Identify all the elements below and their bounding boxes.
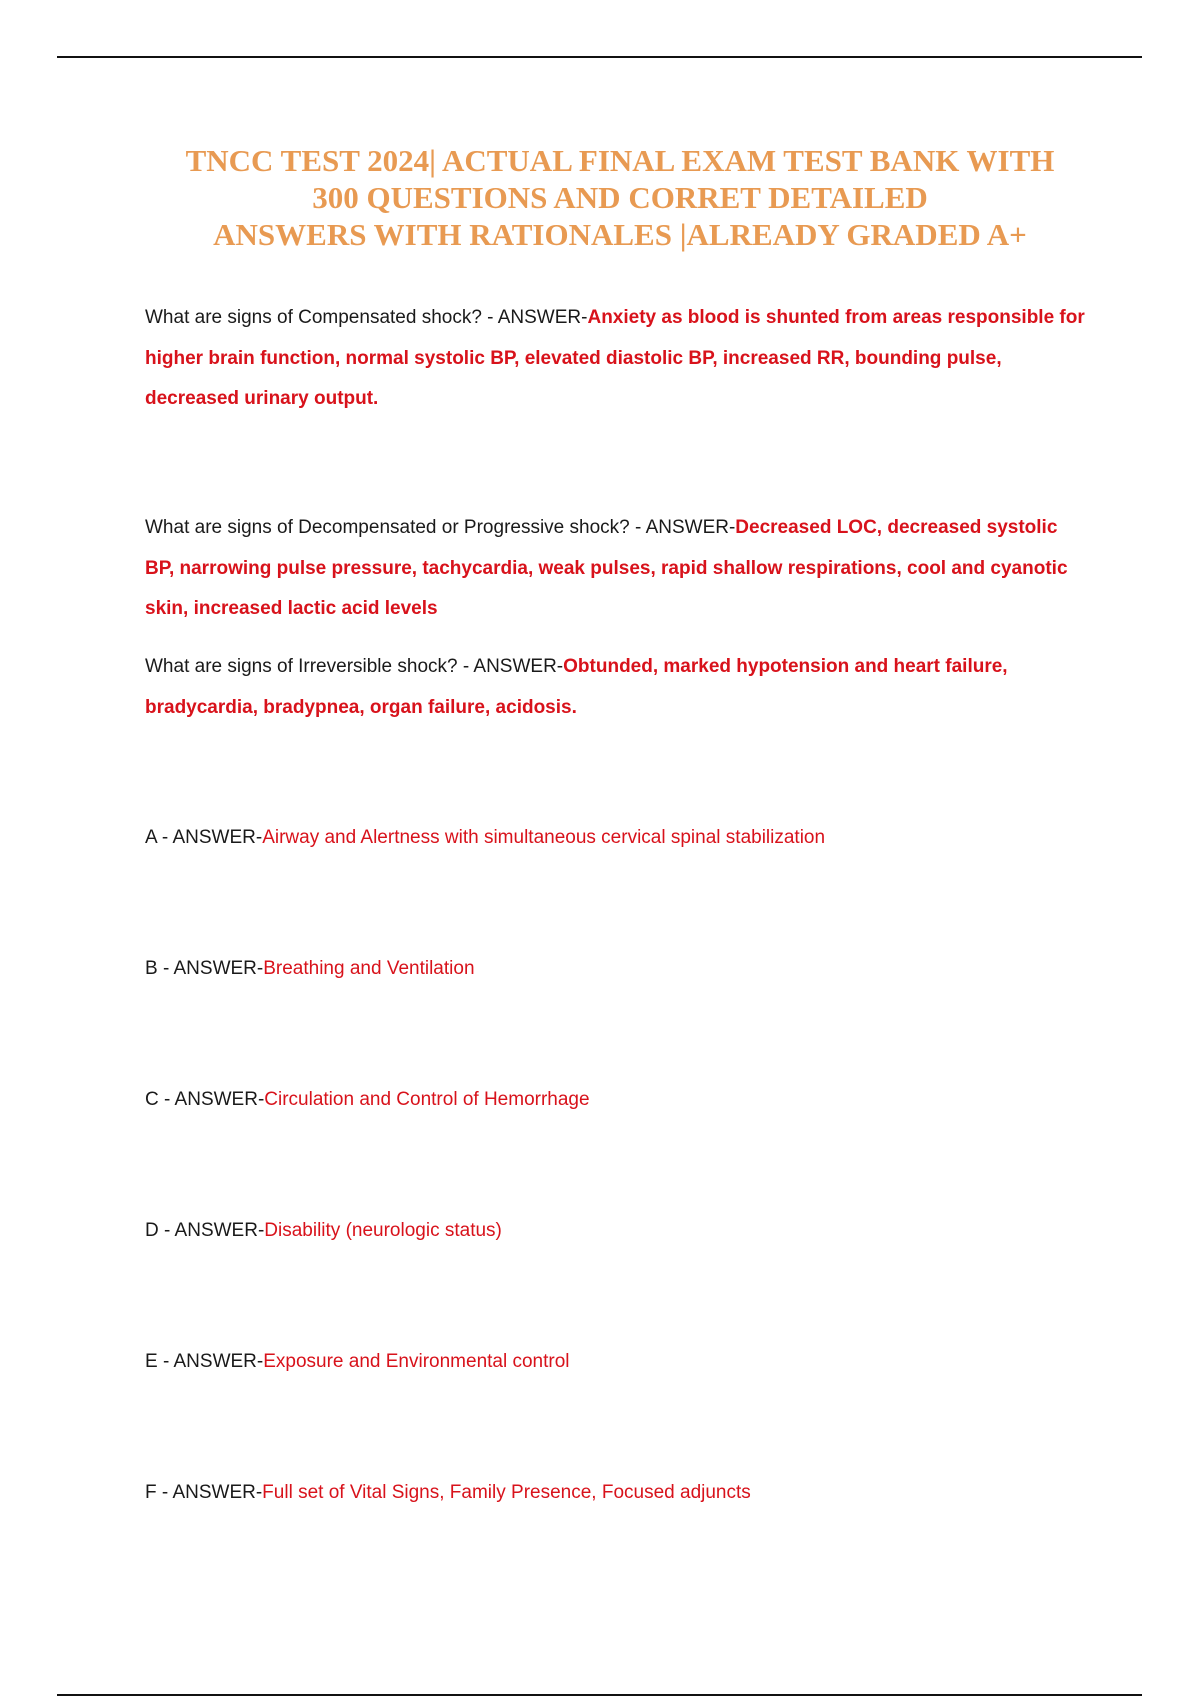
answer-text: Anxiety as blood is shunted from areas responsible for higher brain function, normal systolic BP, elevated diastolic BP, increased RR, bounding pulse, decreased urinary output. bbox=[145, 307, 1085, 409]
top-divider bbox=[57, 56, 1142, 58]
question-text: What are signs of Irreversible shock? - ANSWER- bbox=[145, 656, 564, 677]
mnemonic-d bbox=[145, 1211, 1085, 1252]
answer-text: Airway and Alertness with simultaneous cervical spinal stabilization bbox=[262, 827, 826, 848]
title-line-2: 300 QUESTIONS AND CORRET DETAILED bbox=[312, 180, 928, 215]
answer-text: Disability (neurologic status) bbox=[264, 1220, 502, 1241]
answer-text: Breathing and Ventilation bbox=[263, 958, 475, 979]
letter-label: D - ANSWER- bbox=[145, 1220, 265, 1241]
mnemonic-b bbox=[145, 949, 1085, 990]
letter-label: C - ANSWER- bbox=[145, 1089, 265, 1110]
mnemonic-c bbox=[145, 1080, 1085, 1121]
answer-text: Obtunded, marked hypotension and heart failure, bradycardia, bradypnea, organ failure, acidosis. bbox=[145, 656, 1008, 718]
document-title bbox=[120, 142, 1120, 253]
mnemonic-e bbox=[145, 1342, 1085, 1383]
mnemonic-a bbox=[145, 818, 1085, 859]
letter-label: B - ANSWER- bbox=[145, 958, 264, 979]
answer-text: Decreased LOC, decreased systolic BP, narrowing pulse pressure, tachycardia, weak pulses, rapid shallow respirations, cool and cyanotic skin, increased lactic acid levels bbox=[145, 517, 1068, 619]
answer-text: Exposure and Environmental control bbox=[263, 1351, 570, 1372]
title-line-3: ANSWERS WITH RATIONALES |ALREADY GRADED A+ bbox=[213, 217, 1027, 252]
letter-label: A - ANSWER- bbox=[145, 827, 263, 848]
letter-label: E - ANSWER- bbox=[145, 1351, 264, 1372]
question-text: What are signs of Compensated shock? - ANSWER- bbox=[145, 307, 588, 328]
title-line-1: TNCC TEST 2024| ACTUAL FINAL EXAM TEST BANK WITH bbox=[185, 143, 1055, 178]
answer-text: Full set of Vital Signs, Family Presence, Focused adjuncts bbox=[262, 1482, 751, 1503]
question-compensated-shock bbox=[145, 298, 1085, 420]
mnemonic-f bbox=[145, 1473, 1085, 1514]
question-text: What are signs of Decompensated or Progressive shock? - ANSWER- bbox=[145, 517, 736, 538]
question-irreversible-shock bbox=[145, 647, 1085, 728]
letter-label: F - ANSWER- bbox=[145, 1482, 263, 1503]
answer-text: Circulation and Control of Hemorrhage bbox=[264, 1089, 590, 1110]
question-decompensated-shock bbox=[145, 508, 1085, 630]
bottom-divider bbox=[57, 1694, 1142, 1696]
